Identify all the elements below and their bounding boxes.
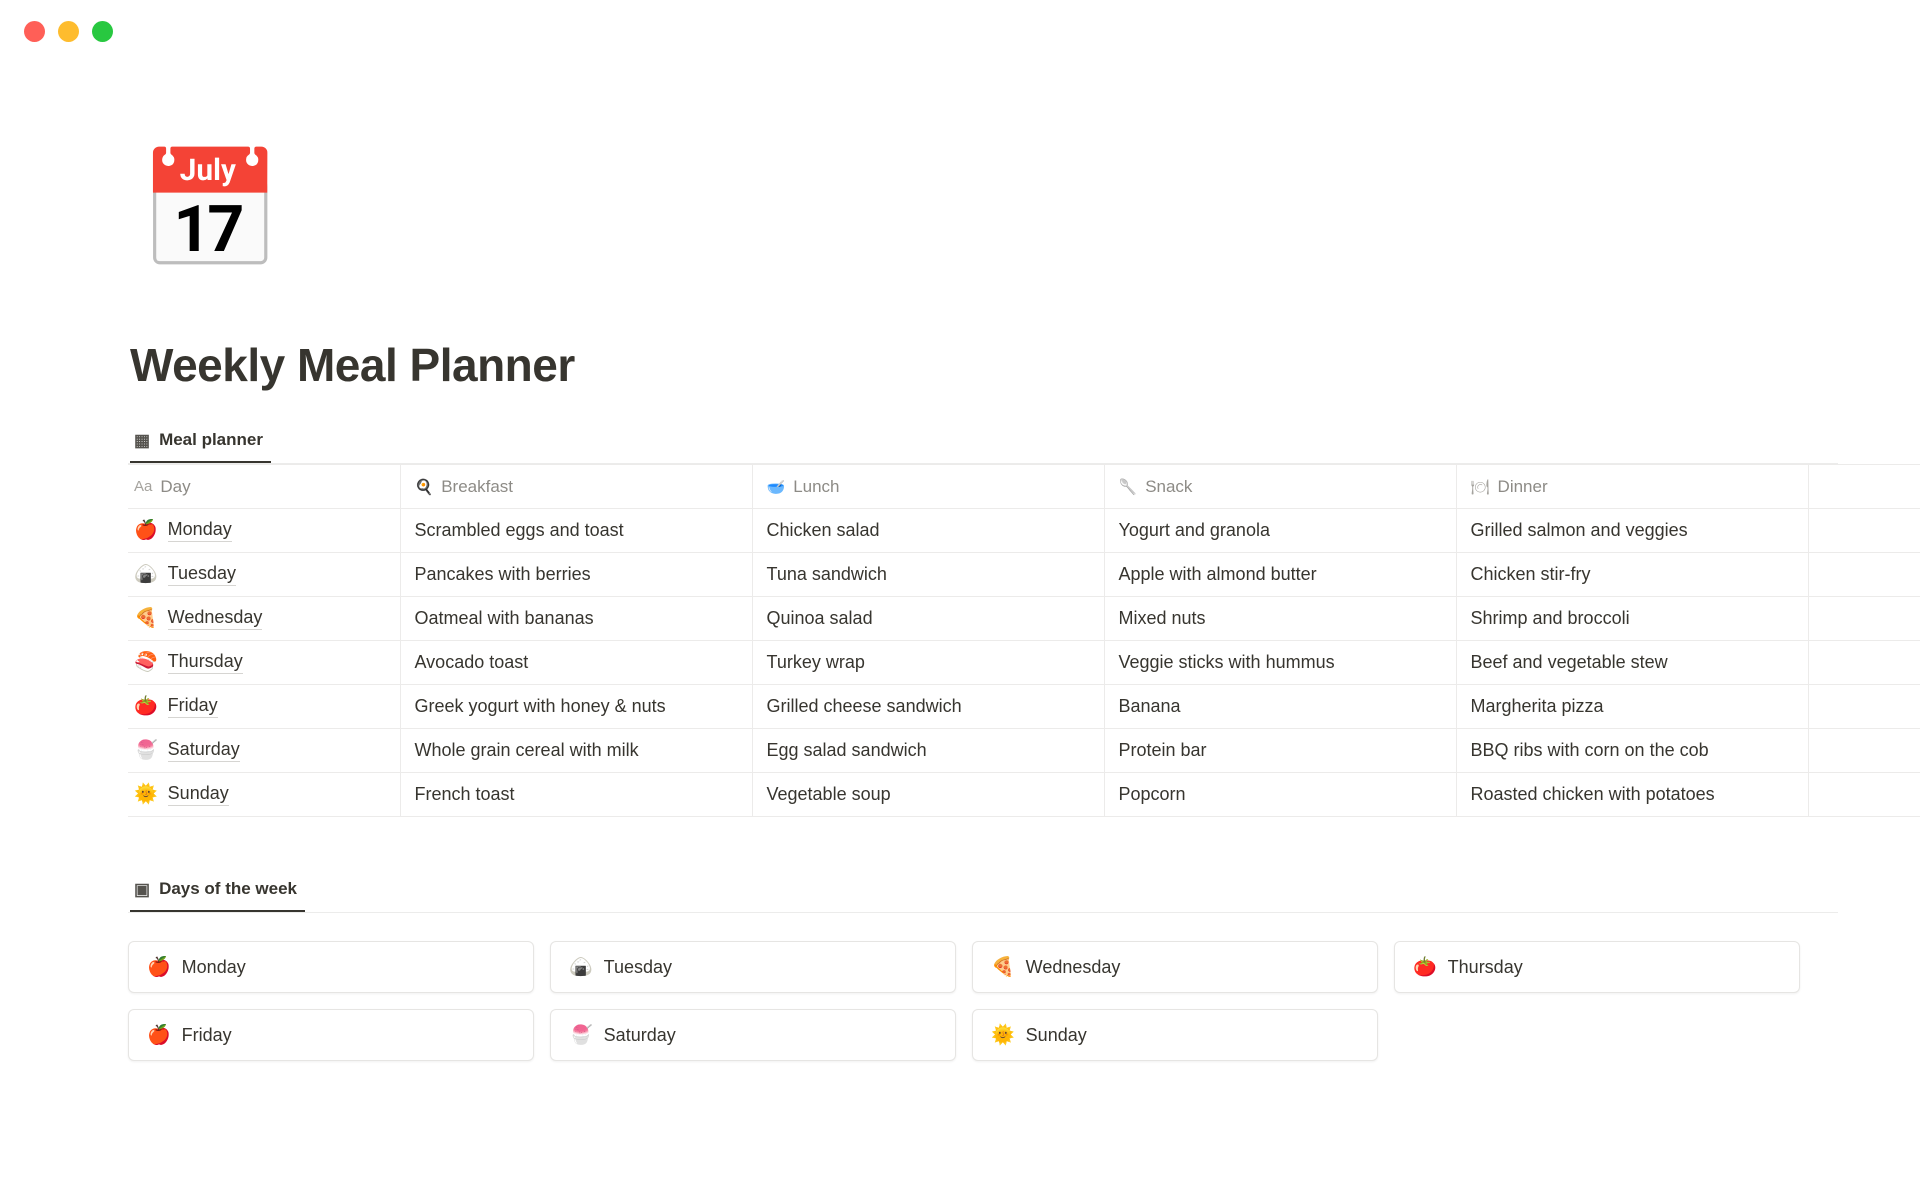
cell-lunch[interactable]: Tuna sandwich [752, 553, 1104, 597]
card-label: Saturday [603, 1024, 676, 1045]
row-emoji-icon: 🍣 [134, 652, 158, 673]
cell-day[interactable] [128, 509, 400, 553]
cell-lunch[interactable]: Turkey wrap [752, 641, 1104, 685]
cell-day-label: Monday [168, 519, 232, 542]
row-emoji-icon: 🍅 [134, 696, 158, 717]
card-label: Thursday [1447, 956, 1523, 977]
cell-snack[interactable]: Mixed nuts [1104, 597, 1456, 641]
cell-snack[interactable]: Protein bar [1104, 729, 1456, 773]
cell-empty [1808, 685, 1920, 729]
cell-dinner[interactable]: Beef and vegetable stew [1456, 641, 1808, 685]
card-label: Sunday [1025, 1024, 1087, 1045]
cell-empty [1808, 729, 1920, 773]
window-title-bar [0, 0, 1920, 62]
list-item[interactable] [128, 1009, 534, 1061]
lunch-icon: 🥣 [766, 478, 786, 496]
cell-empty [1808, 553, 1920, 597]
cell-breakfast[interactable]: Whole grain cereal with milk [400, 729, 752, 773]
breakfast-icon: 🍳 [414, 478, 434, 496]
cell-day[interactable] [128, 729, 400, 773]
tab-days-of-the-week[interactable] [130, 879, 305, 912]
table-row[interactable] [128, 553, 1920, 597]
cell-day-label: Saturday [168, 739, 240, 762]
cell-dinner[interactable]: Margherita pizza [1456, 685, 1808, 729]
card-emoji-icon: 🍎 [147, 1024, 171, 1046]
cell-breakfast[interactable]: Avocado toast [400, 641, 752, 685]
cell-snack[interactable]: Veggie sticks with hummus [1104, 641, 1456, 685]
cell-breakfast[interactable]: French toast [400, 773, 752, 817]
cell-day[interactable] [128, 553, 400, 597]
cell-snack[interactable]: Yogurt and granola [1104, 509, 1456, 553]
cell-lunch[interactable]: Chicken salad [752, 509, 1104, 553]
cell-dinner[interactable]: Shrimp and broccoli [1456, 597, 1808, 641]
table-row[interactable] [128, 685, 1920, 729]
table-row[interactable] [128, 729, 1920, 773]
cell-snack[interactable]: Banana [1104, 685, 1456, 729]
cell-day-label: Friday [168, 695, 218, 718]
row-emoji-icon: 🍧 [134, 740, 158, 761]
card-emoji-icon: 🌞 [991, 1024, 1015, 1046]
row-emoji-icon: 🌞 [134, 784, 158, 805]
column-header-snack-label: Snack [1145, 476, 1193, 496]
days-of-week-section [128, 879, 1838, 1061]
cell-dinner[interactable]: Roasted chicken with potatoes [1456, 773, 1808, 817]
snack-icon: 🥄 [1118, 478, 1138, 496]
page-body [0, 62, 1920, 1200]
row-emoji-icon: 🍕 [134, 608, 158, 629]
list-item[interactable] [550, 941, 956, 993]
cell-day[interactable] [128, 597, 400, 641]
table-row[interactable] [128, 641, 1920, 685]
cell-day-label: Wednesday [168, 607, 263, 630]
cell-empty [1808, 509, 1920, 553]
tab-meal-planner[interactable] [130, 430, 271, 463]
column-header-lunch-label: Lunch [793, 476, 840, 496]
cell-breakfast[interactable]: Pancakes with berries [400, 553, 752, 597]
card-label: Tuesday [603, 956, 673, 977]
cell-breakfast[interactable]: Greek yogurt with honey & nuts [400, 685, 752, 729]
cell-day[interactable] [128, 773, 400, 817]
cell-empty [1808, 641, 1920, 685]
list-item[interactable] [1394, 941, 1800, 993]
card-emoji-icon: 🍧 [569, 1024, 593, 1046]
table-row[interactable] [128, 773, 1920, 817]
table-icon: ▦ [134, 430, 151, 450]
column-header-add[interactable] [1808, 465, 1920, 509]
cell-lunch[interactable]: Vegetable soup [752, 773, 1104, 817]
card-emoji-icon: 🍎 [147, 956, 171, 978]
close-window-button[interactable] [24, 21, 45, 42]
column-header-lunch[interactable] [752, 465, 1104, 509]
row-emoji-icon: 🍎 [134, 520, 158, 541]
table-row[interactable] [128, 509, 1920, 553]
meal-planner-tab-bar [128, 430, 1838, 464]
cell-empty [1808, 773, 1920, 817]
cell-dinner[interactable]: Grilled salmon and veggies [1456, 509, 1808, 553]
column-header-dinner[interactable] [1456, 465, 1808, 509]
card-label: Wednesday [1025, 956, 1121, 977]
cell-day[interactable] [128, 685, 400, 729]
column-header-day-label: Day [160, 476, 191, 496]
card-label: Friday [181, 1024, 232, 1045]
card-emoji-icon: 🍕 [991, 956, 1015, 978]
cell-dinner[interactable]: Chicken stir-fry [1456, 553, 1808, 597]
cell-empty [1808, 597, 1920, 641]
cell-breakfast[interactable]: Oatmeal with bananas [400, 597, 752, 641]
cell-lunch[interactable]: Grilled cheese sandwich [752, 685, 1104, 729]
cell-lunch[interactable]: Quinoa salad [752, 597, 1104, 641]
list-item[interactable] [128, 941, 534, 993]
column-header-snack[interactable] [1104, 465, 1456, 509]
cell-snack[interactable]: Popcorn [1104, 773, 1456, 817]
cell-snack[interactable]: Apple with almond butter [1104, 553, 1456, 597]
days-of-week-tab-bar [128, 879, 1838, 913]
cell-day-label: Sunday [168, 783, 229, 806]
card-label: Monday [181, 956, 246, 977]
minimize-window-button[interactable] [58, 21, 79, 42]
cell-breakfast[interactable]: Scrambled eggs and toast [400, 509, 752, 553]
tab-days-of-the-week-label: Days of the week [159, 879, 298, 898]
meal-planner-table [128, 464, 1920, 817]
list-item[interactable] [972, 1009, 1378, 1061]
cell-day[interactable] [128, 641, 400, 685]
card-emoji-icon: 🍙 [569, 956, 593, 978]
tab-meal-planner-label: Meal planner [159, 430, 263, 449]
table-row[interactable] [128, 597, 1920, 641]
column-header-breakfast[interactable] [400, 465, 752, 509]
page-icon-calendar-apple-icon[interactable]: 📅 [138, 145, 283, 275]
text-type-icon: Aa [134, 478, 153, 495]
column-header-dinner-label: Dinner [1497, 476, 1548, 496]
row-emoji-icon: 🍙 [134, 564, 158, 585]
dinner-icon: 🍽 [1470, 478, 1490, 496]
card-emoji-icon: 🍅 [1413, 956, 1437, 978]
list-item[interactable] [550, 1009, 956, 1061]
cell-day-label: Thursday [168, 651, 243, 674]
cell-dinner[interactable]: BBQ ribs with corn on the cob [1456, 729, 1808, 773]
cell-lunch[interactable]: Egg salad sandwich [752, 729, 1104, 773]
column-header-breakfast-label: Breakfast [441, 476, 513, 496]
page-title: Weekly Meal Planner [130, 339, 575, 391]
maximize-window-button[interactable] [92, 21, 113, 42]
gallery-icon: ▣ [134, 879, 151, 899]
table-header-row [128, 465, 1920, 509]
cell-day-label: Tuesday [168, 563, 236, 586]
days-of-week-card-grid [128, 941, 1800, 1061]
list-item[interactable] [972, 941, 1378, 993]
column-header-day[interactable] [128, 465, 400, 509]
